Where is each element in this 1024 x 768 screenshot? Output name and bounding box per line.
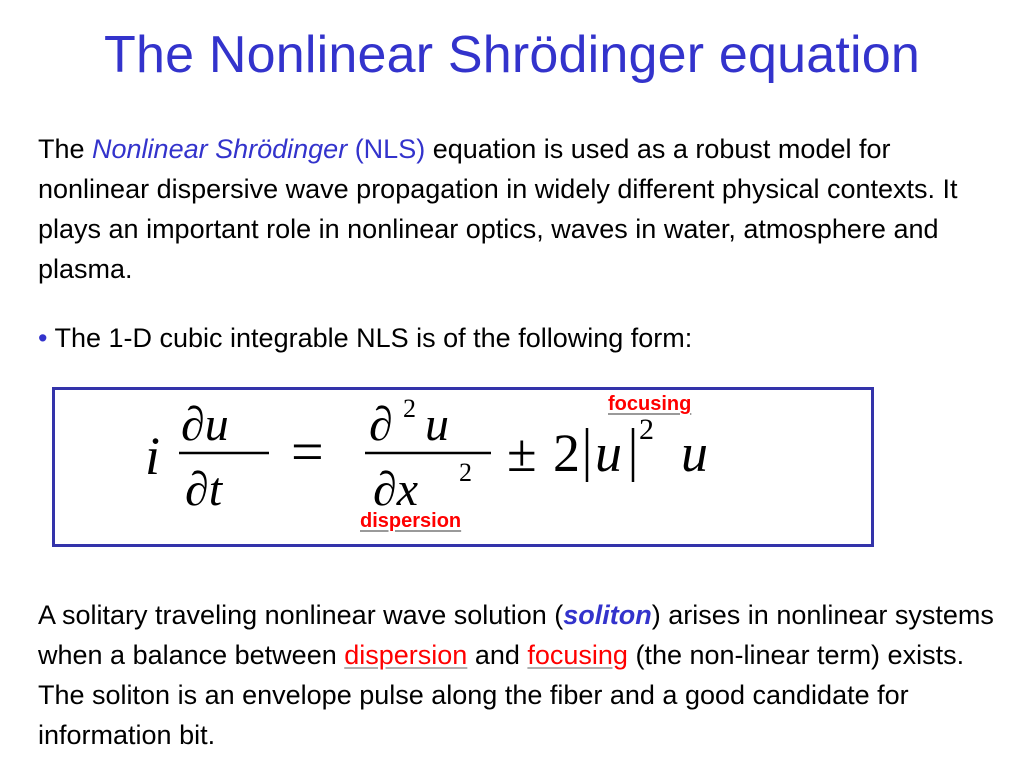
eq-two: 2	[553, 423, 580, 483]
intro-pre: The	[38, 134, 93, 164]
soliton-text-3: and	[467, 640, 528, 670]
eq-num2-u: u	[425, 398, 449, 451]
eq-plus-minus: ±	[507, 423, 537, 483]
intro-rest: equation is used as a robust model for nonlinear dispersive wave propagation in widely different physical contexts. It plays an important role in nonlinear optics, waves in water, atmosphere and plasma.	[38, 134, 958, 284]
eq-num2-d: ∂	[369, 398, 393, 451]
nls-abbr: (NLS)	[347, 134, 426, 164]
bullet-text: The 1-D cubic integrable NLS is of the following form:	[47, 323, 693, 353]
nls-term: Nonlinear Shrödinger	[92, 134, 348, 164]
eq-den2-d: ∂x	[373, 463, 419, 516]
equation-box	[52, 387, 874, 547]
bullet-icon: •	[38, 323, 48, 353]
eq-equals: =	[291, 419, 324, 484]
eq-u: u	[681, 423, 708, 483]
eq-num2-exp: 2	[403, 394, 416, 423]
eq-den1: ∂t	[185, 463, 223, 516]
dispersion-label: dispersion	[360, 510, 462, 532]
focusing-highlight: focusing	[527, 640, 628, 670]
eq-i: i	[145, 426, 161, 486]
slide-title: The Nonlinear Shrödinger equation	[103, 26, 921, 84]
eq-abs-exp: 2	[639, 413, 654, 446]
soliton-text-2: ) arises in nonlinear systems when a balance between	[38, 600, 994, 670]
soliton-text-1: A solitary traveling nonlinear wave solution (	[38, 600, 564, 630]
intro-paragraph	[38, 129, 998, 289]
soliton-paragraph	[38, 595, 998, 755]
bullet-item	[38, 318, 692, 358]
soliton-text-4: (the non-linear term) exists. The soliton is an envelope pulse along the fiber and a good candidate for information bit.	[38, 640, 965, 750]
focusing-label: focusing	[608, 393, 692, 415]
eq-num1: ∂u	[181, 398, 229, 451]
soliton-term: soliton	[563, 600, 652, 630]
dispersion-highlight: dispersion	[344, 640, 468, 670]
eq-abs-u: u	[595, 423, 622, 483]
eq-den2-exp: 2	[459, 458, 472, 487]
nls-equation	[55, 390, 871, 544]
